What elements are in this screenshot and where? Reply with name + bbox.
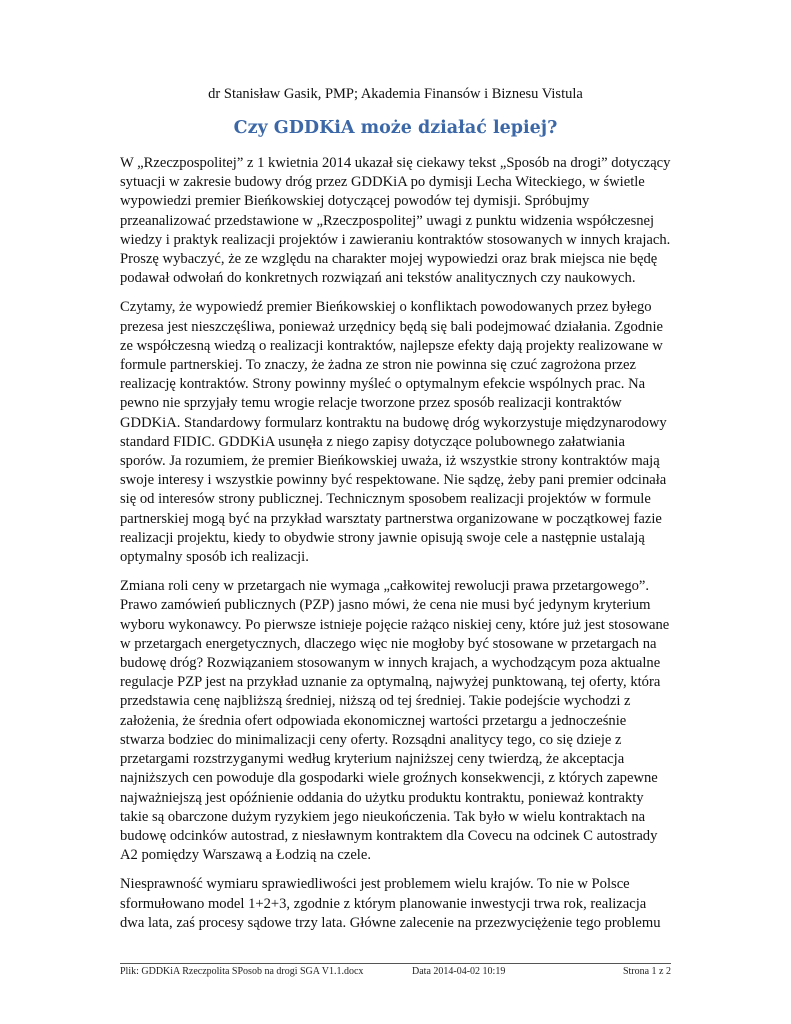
text-line: A2 pomiędzy Warszawą a Łodzią na czele. <box>120 847 371 864</box>
footer-divider <box>120 963 671 964</box>
text-line: najważniejszą jest opóźnienie oddania do użytku produktu kontraktu, ponieważ kontrakty <box>120 789 644 806</box>
text-line: realizacji projektu, kiedy to obydwie strony jawnie opisują swoje cele a następnie ustalają <box>120 529 645 546</box>
footer-file-name: Plik: GDDKiA Rzeczpolita SPosob na drogi SGA V1.1.docx <box>120 966 364 977</box>
text-line: wyboru wykonawcy. Po pierwsze istnieje pojęcie rażąco niskiej ceny, które już jest stosowane <box>120 616 670 633</box>
text-line: podawał odwołań do konkretnych rozwiązań ani tekstów analitycznych czy naukowych. <box>120 270 636 287</box>
text-line: sporów. Ja rozumiem, że premier Bieńkowskiej uważa, iż wszystkie strony kontraktów mają <box>120 453 660 470</box>
text-line: GDDKiA. Standardowy formularz kontraktu na budowę dróg wykorzystuje międzynarodowy <box>120 414 667 431</box>
text-line: W „Rzeczpospolitej” z 1 kwietnia 2014 ukazał się ciekawy tekst „Sposób na drogi” dotyczący <box>120 155 671 171</box>
text-line: najniższych cen powoduje dla gospodarki wiele groźnych konsekwencji, z których zapewne <box>120 770 658 787</box>
text-line: budowę odcinków autostrad, z niesławnym kontraktem dla Covecu na odcinek C autostrady <box>120 827 658 844</box>
text-line: standard FIDIC. GDDKiA usunęła z niego zapisy dotyczące polubownego załatwiania <box>120 433 625 450</box>
document-title: Czy GDDKiA może działać lepiej? <box>233 118 558 138</box>
paragraph <box>120 875 680 933</box>
text-line: ze współczesną wiedzą o realizacji kontraktów, najlepsze efekty dają projekty realizowane w <box>120 337 663 354</box>
text-line: Niesprawność wymiaru sprawiedliwości jest problemem wielu krajów. To nie w Polsce <box>120 876 630 893</box>
text-line: przeanalizować przedstawione w „Rzeczpospolitej” uwagi z punktu widzenia współczesnej <box>120 212 655 229</box>
text-line: sformułowano model 1+2+3, zgodnie z którym planowanie inwestycji trwa rok, realizacja <box>120 895 647 912</box>
author-line: dr Stanisław Gasik, PMP; Akademia Finansów i Biznesu Vistula <box>208 86 583 102</box>
text-line: swoje interesy i wszystkie powinny być respektowane. Nie sądzę, żeby pani premier odcinała <box>120 472 667 489</box>
text-line: formule partnerskiej. To znaczy, że żadna ze stron nie powinna się czuć zagrożona przez <box>120 357 636 374</box>
footer-page-number: Strona 1 z 2 <box>622 966 671 977</box>
text-line: sytuacji w zakresie budowy dróg przez GDDKiA po dymisji Lecha Witeckiego, w świetle <box>120 174 645 191</box>
document-body <box>120 154 680 943</box>
text-line: prezesa jest nieszczęśliwa, ponieważ urzędnicy będą się bali podejmować działania. Zgodnie <box>120 318 663 335</box>
text-line: budowę dróg? Rozwiązaniem stosowanym w innych krajach, a wychodzącym poza aktualne <box>120 655 661 672</box>
text-line: założenia, że średnia ofert odpowiada ekonomicznej wartości przetargu a jednocześnie <box>120 712 627 729</box>
text-line: dwa lata, zaś procesy sądowe trzy lata. Główne zalecenie na przezwyciężenie tego problemu <box>120 914 661 931</box>
paragraph <box>120 298 680 567</box>
text-line: takie są obarczone dużym ryzykiem jego nieukończenia. Tak było w wielu kontraktach na <box>120 808 646 825</box>
text-line: optymalny sposób ich realizacji. <box>120 549 309 566</box>
text-line: stwarza bodziec do minimalizacji ceny oferty. Rozsądni analitycy tego, co się dzieje z <box>120 731 622 748</box>
text-line: w przetargach energetycznych, dlaczego więc nie mogłoby być stosowane w przetargach na <box>120 635 657 652</box>
text-line: wiedzy i praktyk realizacji projektów i zawieraniu kontraktów stosowanych w innych krajach. <box>120 231 671 248</box>
text-line: się od interesów strony publicznej. Technicznym sposobem realizacji projektów w formule <box>120 491 651 508</box>
text-line: Czytamy, że wypowiedź premier Bieńkowskiej o konfliktach powodowanych przez byłego <box>120 299 652 316</box>
text-line: Proszę wybaczyć, że ze względu na charakter mojej wypowiedzi oraz brak miejsca nie będę <box>120 251 658 268</box>
text-line: przedstawia cenę najbliższą średniej, niższą od tej średniej. Takie podejście wychodzi z <box>120 693 631 710</box>
text-line: Prawo zamówień publicznych (PZP) jasno mówi, że cena nie musi być jedynym kryterium <box>120 597 651 614</box>
text-line: partnerskiej mogą być na przykład warsztaty partnerstwa organizowane w początkowej fazie <box>120 510 662 527</box>
text-line: realizację kontraktów. Strony powinny myśleć o optymalnym efekcie wspólnych prac. Na <box>120 376 646 393</box>
footer-date: Data 2014-04-02 10:19 <box>412 966 506 977</box>
text-line: przetargami rozstrzyganymi według kryterium najniższej ceny twierdzą, że akceptacja <box>120 751 625 768</box>
text-line: Zmiana roli ceny w przetargach nie wymaga „całkowitej rewolucji prawa przetargowego”. <box>120 578 650 595</box>
text-line: regulacje PZP jest na przykład uznanie za optymalną, najwyżej punktowaną, tej oferty, która <box>120 674 661 691</box>
text-line: pewno nie sprzyjały temu wrogie relacje tworzone przez sposób realizacji kontraktów <box>120 395 622 412</box>
text-line: wypowiedzi premier Bieńkowskiej dotyczącej powodów tej dymisji. Spróbujmy <box>120 193 590 210</box>
paragraph <box>120 577 680 865</box>
paragraph <box>120 154 680 288</box>
